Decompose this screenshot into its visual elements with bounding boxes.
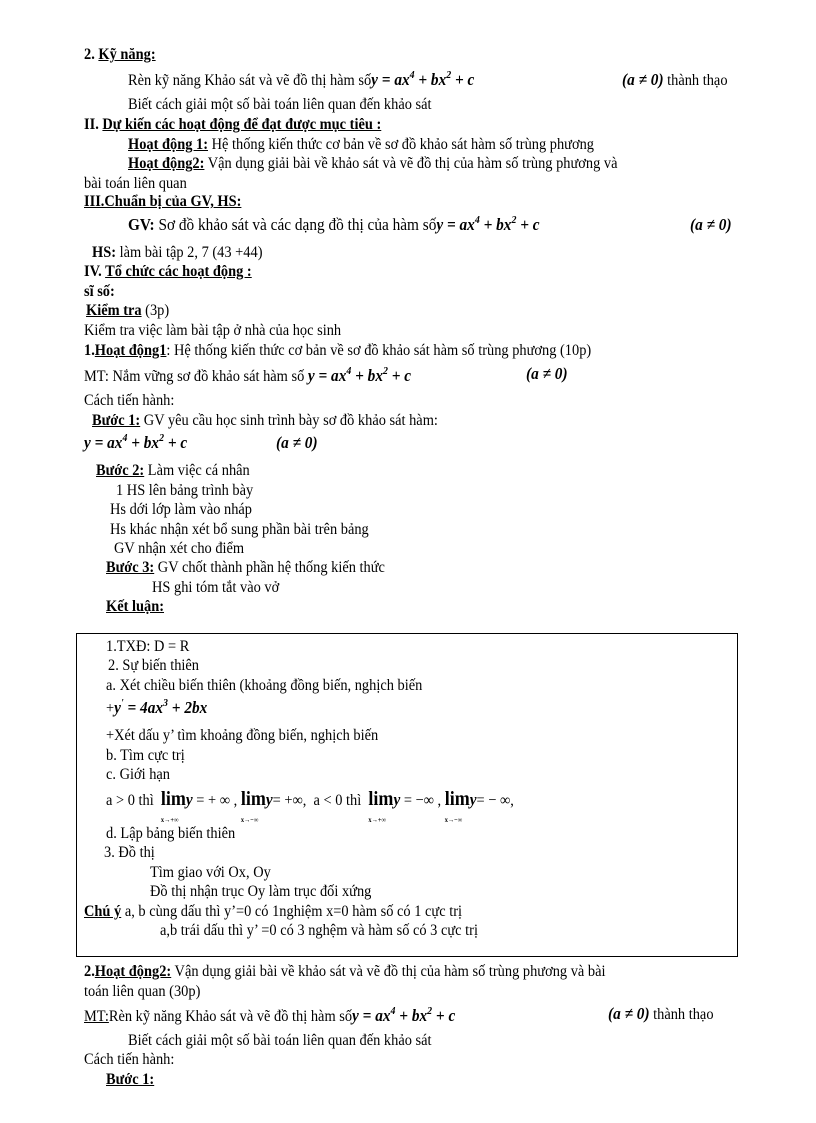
activity2-b1: Bước 1: [106, 1071, 155, 1088]
activity1-b2-l1: 1 HS lên bảng trình bày [116, 482, 254, 499]
activity1-b1-formula: $y = ax^4 + bx^2 + c$ [84, 432, 188, 452]
skill-heading: 2. Kỹ năng: [84, 46, 156, 63]
box-l6: b. Tìm cực trị [106, 747, 185, 764]
activity1-b2-l3: Hs khác nhận xét bổ sung phần bài trên bảng [110, 521, 369, 538]
activity1-b2: Bước 2: Làm việc cá nhân [96, 462, 250, 479]
limit-4: lim x→−∞ [444, 788, 470, 824]
box-l3: a. Xét chiều biến thiên (khoảng đồng biến, nghịch biến [106, 677, 423, 694]
skill-line1: Rèn kỹ năng Khảo sát và vẽ đồ thị hàm sốy = $ax^4 + bx^2 + c$ [128, 69, 475, 89]
activity1-b3-l1: HS ghi tóm tắt vào vở [152, 579, 280, 596]
section2-act2-cont: bài toán liên quan [84, 175, 187, 192]
box-derivative: $+y' = 4ax^3 + 2bx$ [106, 697, 208, 717]
box-l10: 3. Đồ thị [104, 844, 155, 861]
activity1-cachtien: Cách tiến hành: [84, 392, 175, 409]
activity1-b2-l2: Hs dới lớp làm vào nháp [110, 501, 253, 518]
section2-act2: Hoạt động2: Vận dụng giải bài về khảo sát và vẽ đồ thị của hàm số trùng phương và [128, 155, 618, 172]
box-limits: a > 0 thì lim x→+∞ y = + ∞ , lim x→−∞ y= +∞, a < 0 thì lim x→+∞ y = −∞ , lim x→−∞ y= − ∞, [106, 788, 514, 824]
box-l9: d. Lập bảng biến thiên [106, 825, 236, 842]
box-chuy-l2: a,b trái dấu thì y’ =0 có 3 nghệm và hàm số có 3 cực trị [160, 922, 478, 939]
activity1-b1-cond: (a ≠ 0) [276, 433, 318, 452]
section3-cond: (a ≠ 0) [690, 215, 732, 234]
section2-heading: II. Dự kiến các hoạt động để đạt được mục tiêu : [84, 116, 382, 133]
activity2-cachtien: Cách tiến hành: [84, 1051, 175, 1068]
box-chuy: Chú ý a, b cùng dấu thì y’=0 có 1nghiệm x=0 hàm số có 1 cực trị [84, 903, 462, 920]
activity1-ketluan: Kết luận: [106, 598, 165, 615]
activity2-mt: MT:Rèn kỹ năng Khảo sát và vẽ đồ thị hàm sốy = $ax^4 + bx^2 + c$ [84, 1005, 456, 1025]
box-l11: Tìm giao với Ox, Oy [150, 864, 271, 881]
limit-1: lim x→+∞ [160, 788, 186, 824]
activity2-cont: toán liên quan (30p) [84, 983, 201, 1000]
activity1-b3: Bước 3: GV chốt thành phần hệ thống kiến thức [106, 559, 385, 576]
box-l1: 1.TXĐ: D = R [106, 638, 190, 655]
box-l7: c. Giới hạn [106, 766, 170, 783]
activity1-mt-cond: (a ≠ 0) [526, 364, 568, 383]
skill-heading-label: Kỹ năng: [98, 46, 156, 63]
skill-line1-end: (a ≠ 0) thành thạo [622, 70, 728, 89]
box-l2: 2. Sự biến thiên [108, 657, 199, 674]
activity2-line2: Biết cách giải một số bài toán liên quan đến khảo sát [128, 1032, 432, 1049]
activity1-b2-l4: GV nhận xét cho điểm [114, 540, 245, 557]
siso: sĩ số: [84, 283, 115, 300]
section3-gv: GV: Sơ đồ khảo sát và các dạng đồ thị của hàm sốy = $ax^4 + bx^2 + c$ [128, 214, 540, 234]
section2-act1: Hoạt động 1: Hệ thống kiến thức cơ bản về sơ đồ khảo sát hàm số trùng phương [128, 136, 595, 153]
limit-2: lim x→−∞ [240, 788, 266, 824]
section4-heading: IV. Tổ chức các hoạt động : [84, 263, 252, 280]
section3-heading: III.Chuẩn bị của GV, HS: [84, 193, 242, 210]
activity1-b1: Bước 1: GV yêu cầu học sinh trình bày sơ đồ khảo sát hàm: [92, 412, 438, 429]
activity2-heading: 2.Hoạt động2: Vận dụng giải bài về khảo sát và vẽ đồ thị của hàm số trùng phương và bài [84, 963, 606, 980]
box-l12: Đồ thị nhận trục Oy làm trục đối xứng [150, 883, 372, 900]
kiemtra-text: Kiểm tra việc làm bài tập ở nhà của học sinh [84, 322, 342, 339]
box-l5: +Xét dấu y’ tìm khoảng đồng biến, nghịch biến [106, 727, 379, 744]
kiemtra: Kiểm tra (3p) [86, 302, 170, 319]
formula: $y = ax^4 + bx^2 + c$ [371, 69, 475, 89]
section3-hs: HS: làm bài tập 2, 7 (43 +44) [92, 244, 263, 261]
limit-3: lim x→+∞ [368, 788, 394, 824]
activity1-heading: 1.Hoạt động1: Hệ thống kiến thức cơ bản về sơ đồ khảo sát hàm số trùng phương (10p) [84, 342, 592, 359]
skill-line2: Biết cách giải một số bài toán liên quan đến khảo sát [128, 96, 432, 113]
activity1-mt: MT: Nắm vững sơ đồ khảo sát hàm số $y = ax^4 + bx^2 + c$ [84, 365, 412, 385]
activity2-mt-end: (a ≠ 0) thành thạo [608, 1004, 714, 1023]
